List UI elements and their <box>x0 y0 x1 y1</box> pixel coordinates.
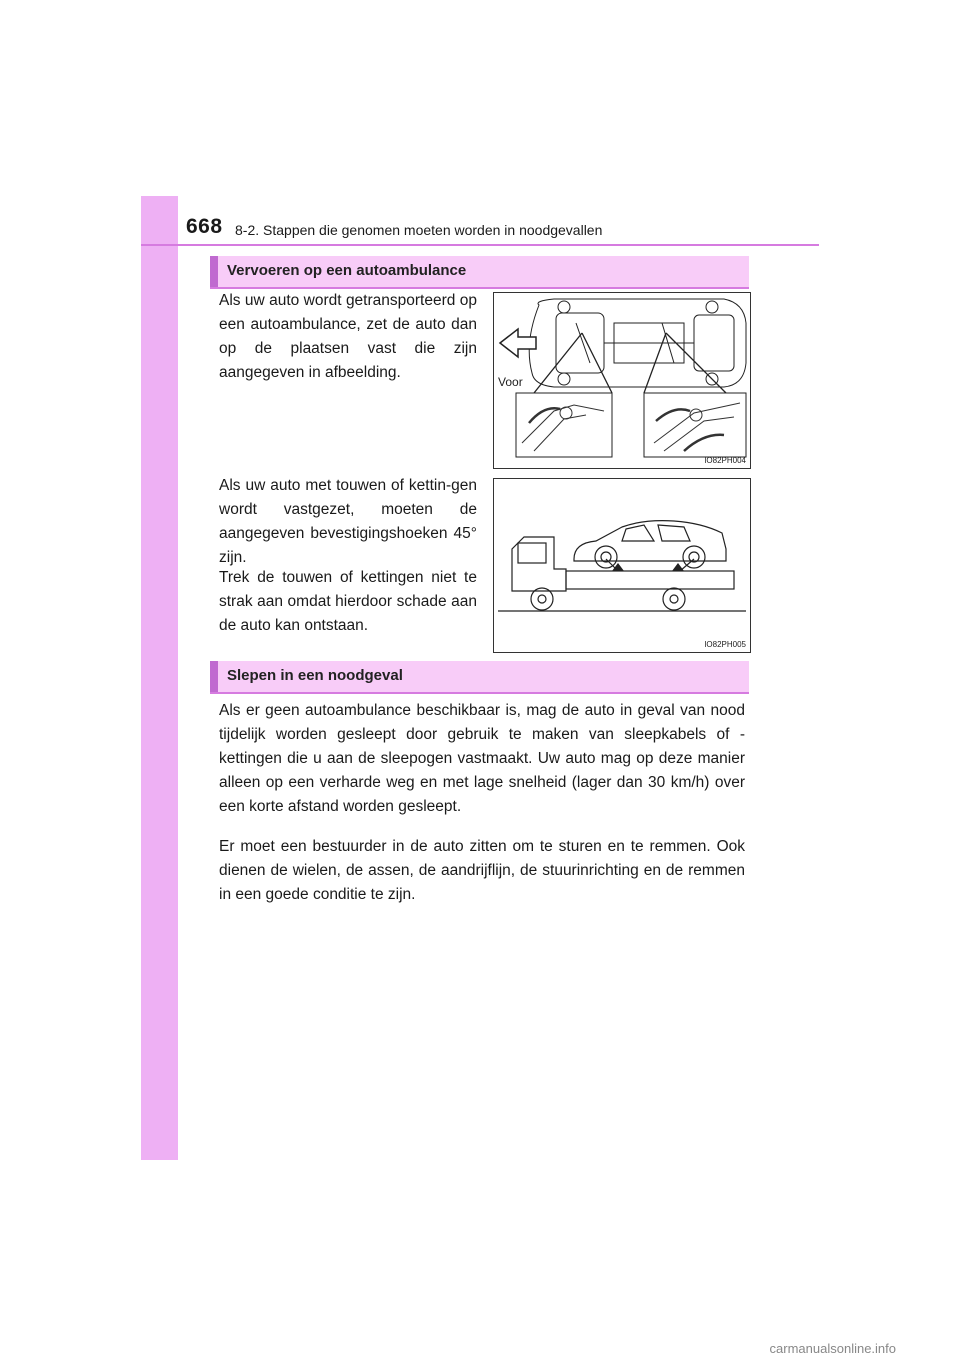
underbody-illustration <box>494 293 750 468</box>
page-number: 668 <box>186 215 223 238</box>
figure-code: IO82PH005 <box>704 640 746 649</box>
section-title: Slepen in een noodgeval <box>227 667 403 684</box>
section-title: Vervoeren op een autoambulance <box>227 262 467 279</box>
paragraph-secure-points: Als uw auto wordt getransporteerd op een autoambulance, zet de auto dan op de plaatsen vast die zijn aangegeven in afbeelding. <box>219 292 477 381</box>
side-tab-band <box>141 196 178 1160</box>
section-accent <box>210 256 218 287</box>
paragraph-emergency-towing: Als er geen autoambulance beschikbaar is, mag de auto in geval van nood tijdelijk worden gesleept door gebruik te maken van sleepkabels of -kettingen die u aan de sleepogen vastmaakt. Uw auto mag op deze manier alleen op een verharde weg en met lage snelheid (lager dan 30 km/h) over een korte afstand worden gesleept. <box>219 702 745 815</box>
transport-truck-illustration <box>494 479 750 652</box>
chapter-title: 8-2. Stappen die genomen moeten worden in noodgevallen <box>235 222 603 238</box>
section-accent <box>210 661 218 692</box>
paragraph-angle: Als uw auto met touwen of kettin-gen wordt vastgezet, moeten de aangegeven bevestigingshoeken 45° zijn. <box>219 477 477 566</box>
paragraph-tension: Trek de touwen of kettingen niet te strak aan omdat hierdoor schade aan de auto kan ontstaan. <box>219 569 477 634</box>
figure-transport-truck <box>493 478 751 653</box>
watermark: carmanualsonline.info <box>769 1341 896 1356</box>
paragraph-driver-conditions: Er moet een bestuurder in de auto zitten om te sturen en te remmen. Ook dienen de wielen, de assen, de aandrijflijn, de stuurinrichting en de remmen in een goede conditie te zijn. <box>219 838 745 903</box>
section-heading-transport <box>210 256 749 289</box>
front-direction-label: Voor <box>498 375 523 389</box>
figure-code: IO82PH004 <box>704 456 746 465</box>
header-rule <box>141 244 819 246</box>
section-heading-towing <box>210 661 749 694</box>
figure-underbody-tiedown <box>493 292 751 469</box>
